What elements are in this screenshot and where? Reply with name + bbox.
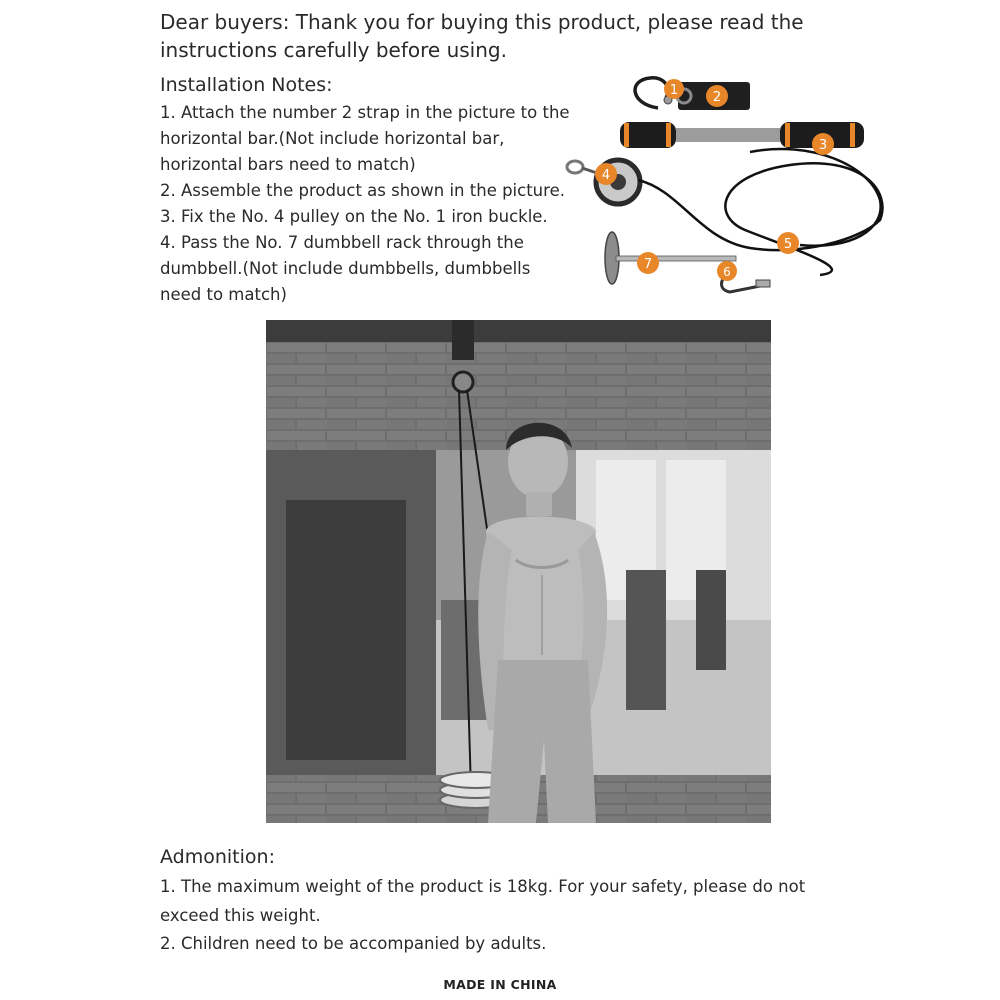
part-label-6 <box>717 261 737 281</box>
part-label-4 <box>595 163 617 185</box>
svg-text:7: 7 <box>643 257 653 272</box>
admonition-list <box>160 873 850 959</box>
note-line: 3. Fix the No. 4 pulley on the No. 1 iron buckle. <box>160 207 548 226</box>
part-label-2 <box>706 85 728 107</box>
installation-notes-title: Installation Notes: <box>160 74 333 96</box>
parts-diagram <box>560 70 890 310</box>
note-line: horizontal bars need to match) <box>160 155 416 174</box>
admonition-title: Admonition: <box>160 846 275 868</box>
note-line: 4. Pass the No. 7 dumbbell rack through the <box>160 233 524 252</box>
installation-notes-list <box>160 100 600 308</box>
svg-text:4: 4 <box>601 168 611 183</box>
dumbbell-rack-part <box>605 232 736 284</box>
admonition-line: 2. Children need to be accompanied by adults. <box>160 934 547 953</box>
svg-text:1: 1 <box>669 83 679 98</box>
intro-line-2: instructions carefully before using. <box>160 38 507 62</box>
part-label-3 <box>812 133 834 155</box>
note-line: horizontal bar.(Not include horizontal bar, <box>160 129 505 148</box>
note-line: 2. Assemble the product as shown in the picture. <box>160 181 565 200</box>
note-line: dumbbell.(Not include dumbbells, dumbbells <box>160 259 531 278</box>
part-label-7 <box>637 252 659 274</box>
admonition-line: 1. The maximum weight of the product is 18kg. For your safety, please do not <box>160 877 806 896</box>
svg-text:3: 3 <box>818 138 828 153</box>
admonition-line: exceed this weight. <box>160 905 321 925</box>
part-label-1 <box>664 79 684 99</box>
svg-text:5: 5 <box>783 237 793 252</box>
intro-paragraph <box>160 8 840 64</box>
note-line: 1. Attach the number 2 strap in the picture to the <box>160 103 570 122</box>
gym-usage-photo <box>266 320 771 823</box>
intro-line-1: Dear buyers: Thank you for buying this product, please read the <box>160 10 804 34</box>
made-in-china-footer: MADE IN CHINA <box>443 977 557 992</box>
svg-text:2: 2 <box>712 90 722 105</box>
note-line: need to match) <box>160 285 287 304</box>
svg-text:6: 6 <box>723 265 731 279</box>
part-label-5 <box>777 232 799 254</box>
